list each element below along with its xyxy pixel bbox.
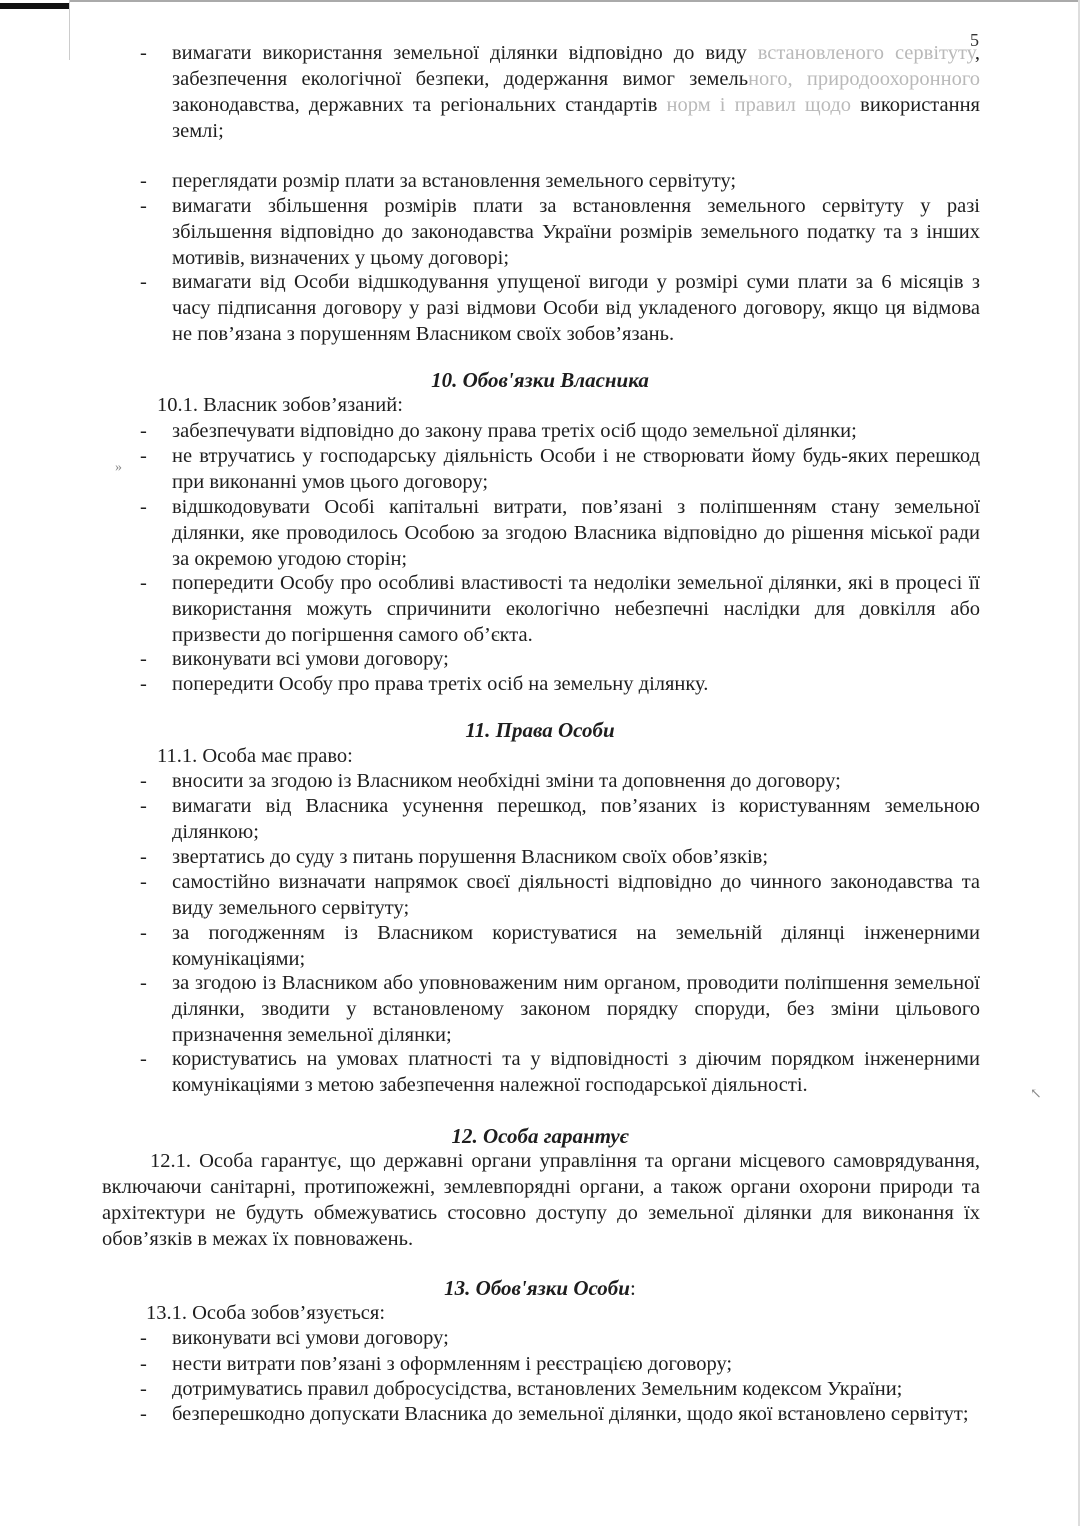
list-item-text: нести витрати пов’язані з оформленням і реєстрацією договору;	[172, 1353, 733, 1375]
list-item-text: вимагати від Особи відшкодування упущеної вигоди у розмірі суми плати за 6 місяців з часу підписання договору у разі відмови Особи від укладеного договору, якщо ця відмова не пов’язана з порушенням Власником своїх зобов’язань.	[172, 271, 980, 345]
bullet-dash: -	[140, 1353, 147, 1375]
list-item	[140, 844, 980, 870]
list-item-text: переглядати розмір плати за встановлення земельного сервітуту;	[172, 170, 737, 192]
stray-mark-icon: ↖	[1030, 1087, 1042, 1102]
list-item-text: безперешкодно допускати Власника до земельної ділянки, щодо якої встановлено сервітут;	[172, 1403, 969, 1425]
section-11-title: 11. Права Особи	[465, 718, 615, 742]
bullet-dash: -	[140, 445, 147, 467]
bullet-dash: -	[140, 420, 147, 442]
bullet-dash: -	[140, 1327, 147, 1349]
list-item	[140, 1376, 980, 1402]
section-13-intro: 13.1. Особа зобов’язується:	[146, 1302, 386, 1324]
list-item-text: попередити Особу про особливі властивості та недоліки земельної ділянки, які в процесі її використання можуть спричинити екологічно небезпечні наслідки для довкілля або призвести до погіршення самого об’єкта.	[172, 572, 980, 646]
list-item	[140, 193, 980, 271]
list-item-text: вимагати збільшення розмірів плати за встановлення земельного сервітуту у разі збільшення відповідно до законодавства України розмірів земельного податку та з інших мотивів, визначених у цьому договорі;	[172, 195, 980, 269]
list-item	[140, 793, 980, 845]
bullet-dash: -	[140, 271, 147, 293]
list-item	[140, 920, 980, 972]
list-item-text: виконувати всі умови договору;	[172, 648, 449, 670]
section-12-title: 12. Особа гарантує	[451, 1124, 629, 1148]
list-item	[140, 869, 980, 921]
bullet-dash: -	[140, 673, 147, 695]
section-13-title: 13. Обов'язки Особи:	[444, 1276, 636, 1300]
bullet-dash: -	[140, 922, 147, 944]
list-item	[140, 646, 980, 672]
list-item-text: вимагати від Власника усунення перешкод, пов’язаних із користуванням земельною ділянкою;	[172, 795, 980, 843]
bullet-dash: -	[140, 770, 147, 792]
bullet-dash: -	[140, 496, 147, 518]
bullet-dash: -	[140, 846, 147, 868]
section-11-intro: 11.1. Особа має право:	[157, 745, 353, 767]
bullet-dash: -	[140, 42, 147, 64]
scan-vertical-edge	[69, 0, 70, 60]
bullet-dash: -	[140, 972, 147, 994]
scan-top-edge	[70, 0, 1080, 2]
list-item	[140, 269, 980, 347]
list-item	[140, 768, 980, 794]
section-12-paragraph: 12.1. Особа гарантує, що державні органи управління та органи місцевого самоврядування, включаючи санітарні, протипожежні, землевпорядні органи, а також органи охорони природи та архітектури не будуть обмежуватись стосовно доступу до земельної ділянки для виконання їх обов’язків в межах їх повноважень.	[102, 1150, 980, 1250]
list-item	[140, 40, 980, 144]
list-item	[140, 1325, 980, 1351]
bullet-dash: -	[140, 170, 147, 192]
list-item-text: вносити за згодою із Власником необхідні зміни та доповнення до договору;	[172, 770, 841, 792]
list-item-text: вимагати використання земельної ділянки відповідно до виду встановленого сервітуту, забезпечення екологічної безпеки, додержання вимог земельного, природоохоронного законодавства, державних та регіональних стандартів норм і правил щодо використання землі;	[172, 42, 981, 142]
bullet-dash: -	[140, 572, 147, 594]
list-item-text: користуватись на умовах платності та у відповідності з діючим порядком інженерними комунікаціями з метою забезпечення належної господарської діяльності.	[172, 1048, 980, 1096]
scan-edge-mark	[0, 3, 70, 9]
list-item-text: забезпечувати відповідно до закону права третіх осіб щодо земельної ділянки;	[172, 420, 857, 442]
list-item	[140, 1046, 980, 1098]
list-item	[140, 168, 980, 194]
list-item	[140, 1401, 980, 1427]
list-item-text: звертатись до суду з питань порушення Власником своїх обов’язків;	[172, 846, 769, 868]
list-item	[140, 671, 980, 697]
list-item-text: виконувати всі умови договору;	[172, 1327, 449, 1349]
list-item-text: за згодою із Власником або уповноваженим ним органом, проводити поліпшення земельної ділянки, зводити у встановленому законом порядку споруди, без зміни цільового призначення земельної ділянки;	[172, 972, 980, 1046]
bullet-dash: -	[140, 648, 147, 670]
list-item-text: дотримуватись правил добросусідства, встановлених Земельним кодексом України;	[172, 1378, 903, 1400]
list-item	[140, 1351, 980, 1377]
list-item-text: не втручатись у господарську діяльність Особи і не створювати йому будь-яких перешкод при виконанні умов цього договору;	[172, 445, 980, 493]
bullet-dash: -	[140, 871, 147, 893]
stray-mark-icon: »	[115, 460, 122, 475]
page-number: 5	[970, 30, 979, 50]
list-item-text: попередити Особу про права третіх осіб на земельну ділянку.	[172, 673, 709, 695]
bullet-dash: -	[140, 1378, 147, 1400]
list-item	[140, 418, 980, 444]
bullet-dash: -	[140, 1403, 147, 1425]
list-item	[140, 570, 980, 648]
list-item	[140, 494, 980, 572]
bullet-dash: -	[140, 795, 147, 817]
bullet-dash: -	[140, 1048, 147, 1070]
list-item-text: відшкодовувати Особі капітальні витрати, пов’язані з поліпшенням стану земельної ділянки, яке проводилось Особою за згодою Власника відповідно до рішення міської ради за окремою угодою сторін;	[172, 496, 980, 570]
section-10-intro: 10.1. Власник зобов’язаний:	[157, 394, 403, 416]
section-10-title: 10. Обов'язки Власника	[431, 368, 649, 392]
list-item	[140, 443, 980, 495]
list-item-text: за погодженням із Власником користуватися на земельній ділянці інженерними комунікаціями;	[172, 922, 980, 970]
list-item	[140, 970, 980, 1048]
bullet-dash: -	[140, 195, 147, 217]
list-item-text: самостійно визначати напрямок своєї діяльності відповідно до чинного законодавства та виду земельного сервітуту;	[172, 871, 980, 919]
